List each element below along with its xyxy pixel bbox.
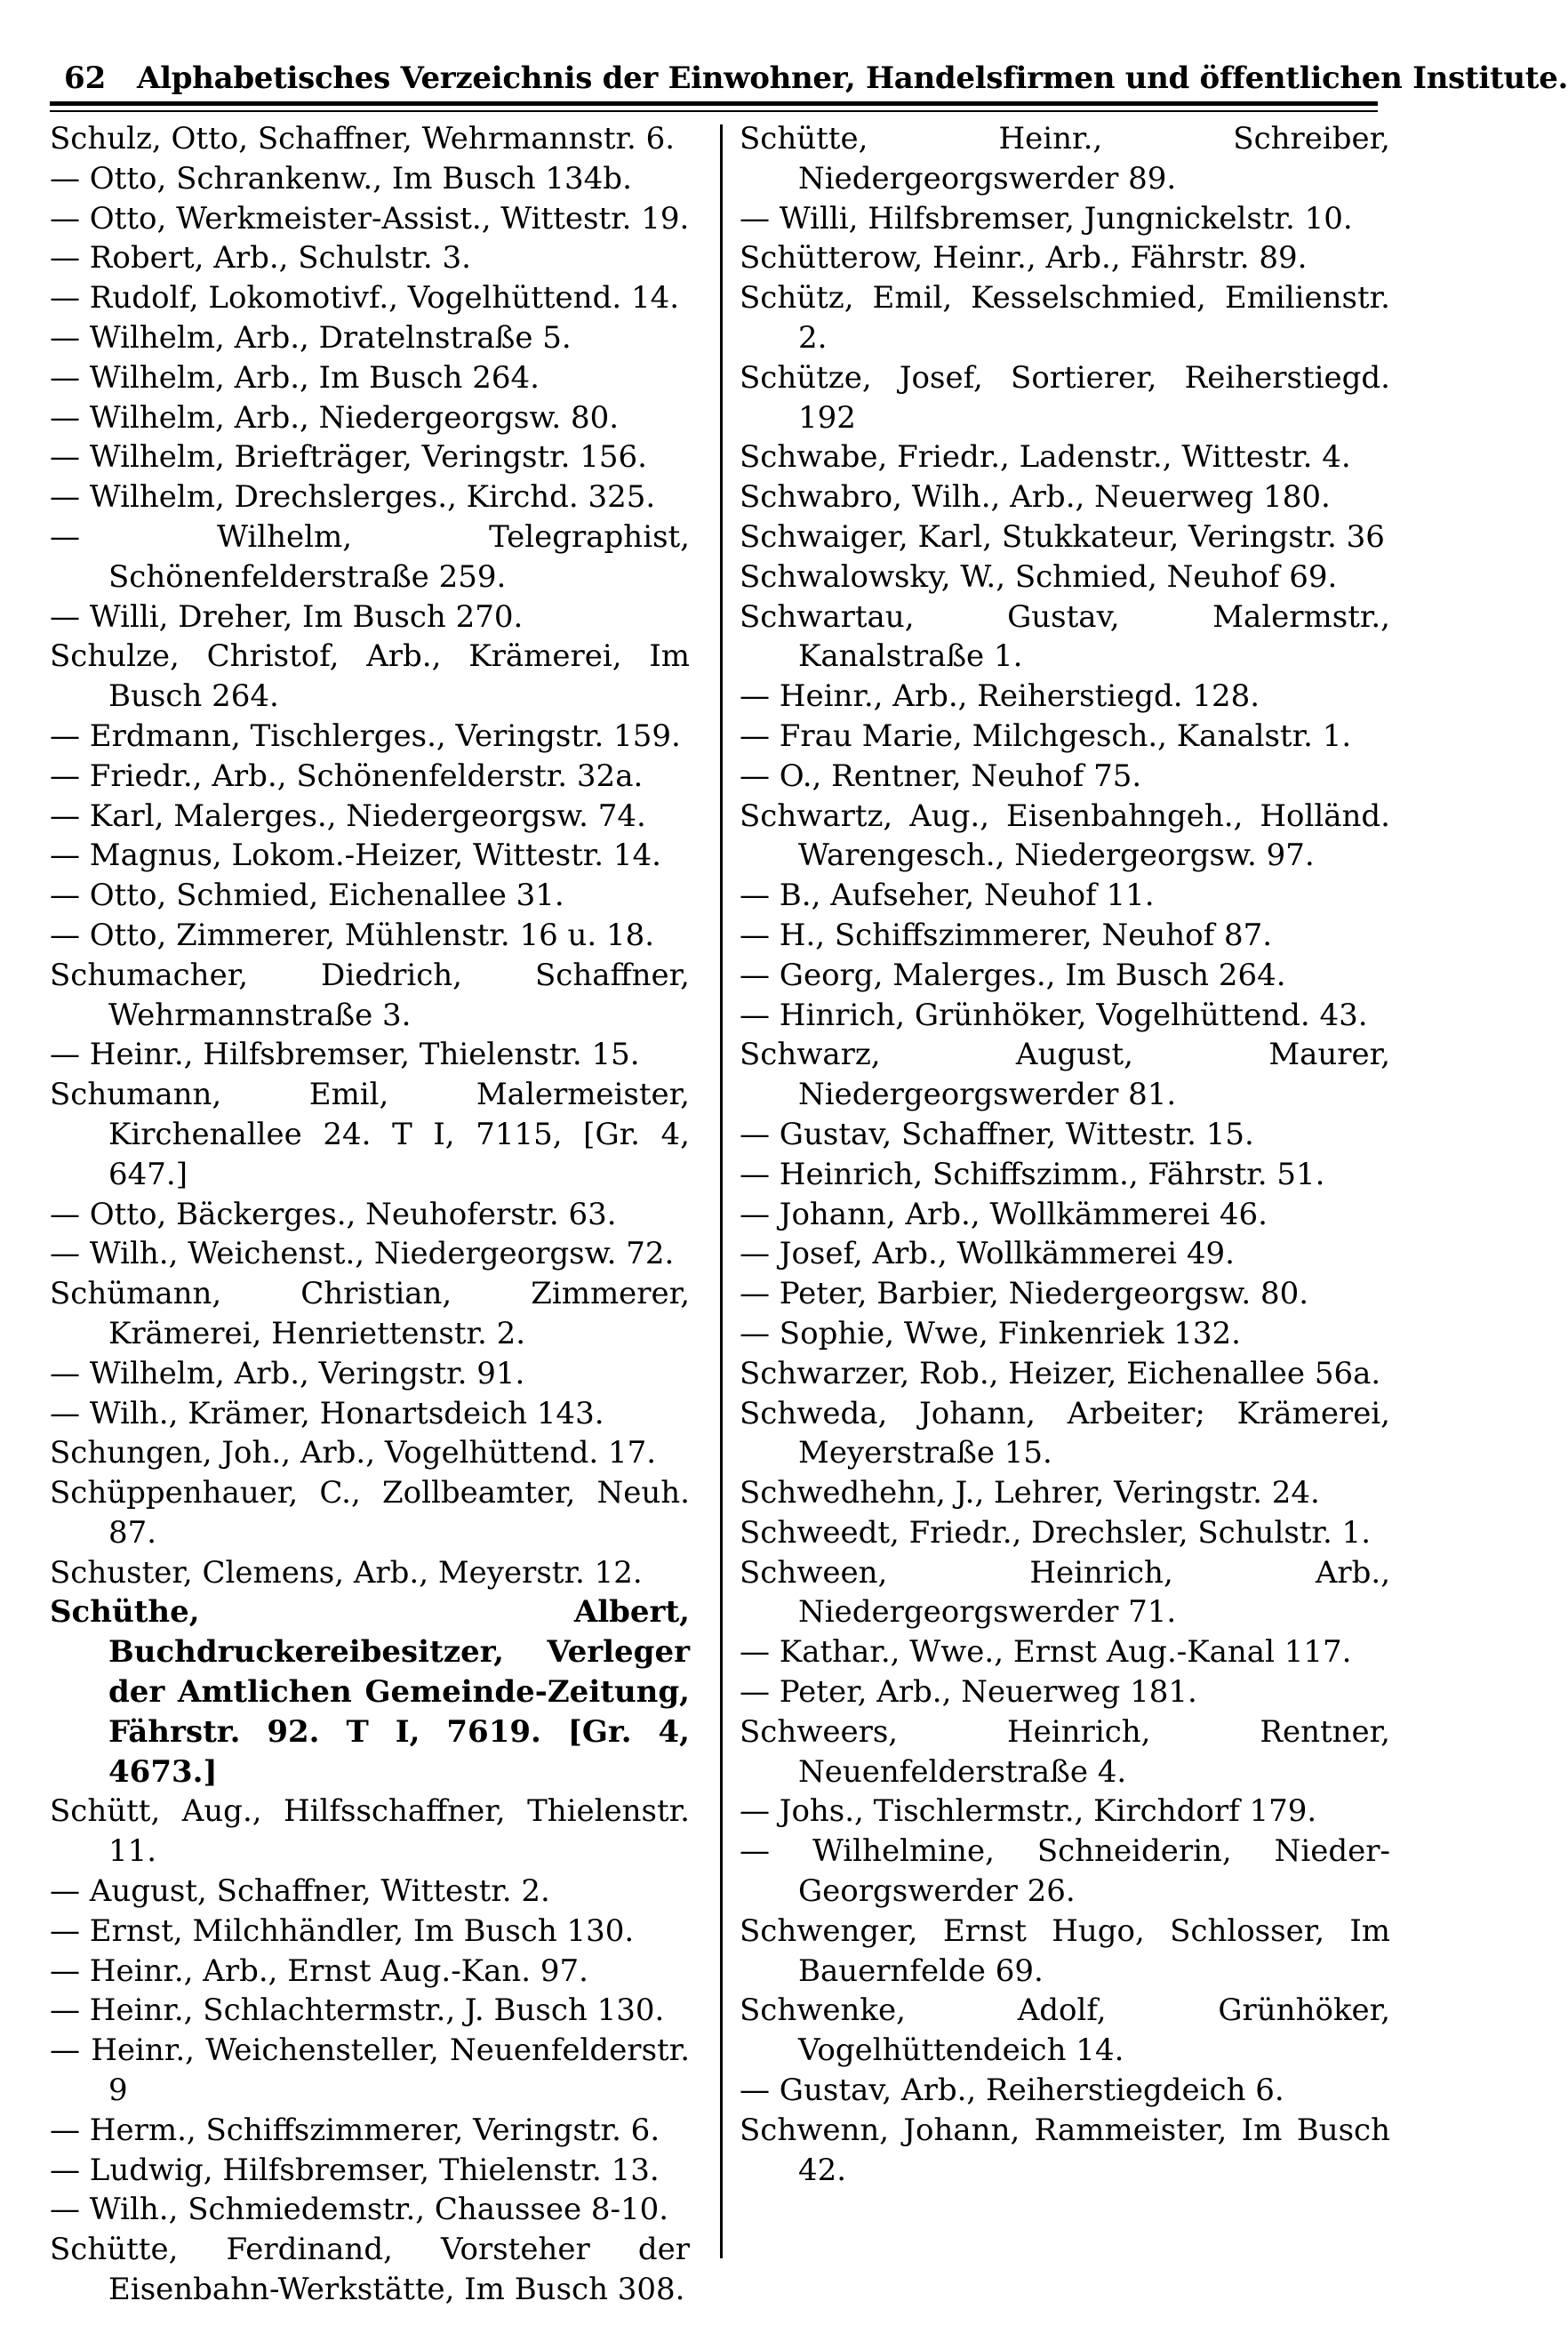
directory-entry: Schwenn, Johann, Rammeister, Im Busch 42.: [740, 2112, 1390, 2188]
directory-entry: — Heinr., Schlachtermstr., J. Busch 130.: [50, 1992, 665, 2029]
page-number: 62: [64, 60, 107, 96]
directory-entry: — Heinrich, Schiffszimm., Fährstr. 51.: [740, 1156, 1325, 1192]
directory-entry: Schungen, Joh., Arb., Vogelhüttend. 17.: [50, 1435, 657, 1471]
directory-entry: Schütte, Heinr., Schreiber, Niedergeorgswerder 89.: [740, 121, 1390, 196]
directory-entry: Schütz, Emil, Kesselschmied, Emilienstr. 2.: [740, 280, 1390, 356]
directory-entry: — Heinr., Arb., Ernst Aug.-Kan. 97.: [50, 1952, 588, 1989]
directory-entry: Schweedt, Friedr., Drechsler, Schulstr. 1.: [740, 1514, 1371, 1551]
directory-entry: Schwedhehn, J., Lehrer, Veringstr. 24.: [740, 1475, 1320, 1511]
directory-entry: — Karl, Malerges., Niedergeorgsw. 74.: [50, 798, 646, 834]
directory-entry: — Willi, Dreher, Im Busch 270.: [50, 598, 524, 635]
left-column: [50, 119, 690, 2310]
directory-entry: Schüthe, Albert, Buchdruckereibesitzer, Verleger der Amtlichen Gemeinde-Zeitung, Fährstr. 92. T I, 7619. [Gr. 4, 4673.]: [50, 1594, 690, 1790]
directory-entry: — Kathar., Wwe., Ernst Aug.-Kanal 117.: [740, 1634, 1352, 1671]
directory-entry: Schwaiger, Karl, Stukkateur, Veringstr. 36: [740, 518, 1385, 555]
directory-entry: — B., Aufseher, Neuhof 11.: [740, 878, 1155, 914]
header-rule: [50, 101, 1378, 106]
directory-entry: — Gustav, Arb., Reiherstiegdeich 6.: [740, 2072, 1284, 2109]
directory-entry: Schumacher, Diedrich, Schaffner, Wehrmannstraße 3.: [50, 957, 690, 1033]
directory-entry: — Wilhelm, Briefträger, Veringstr. 156.: [50, 439, 647, 476]
directory-entry: — Ludwig, Hilfsbremser, Thielenstr. 13.: [50, 2152, 660, 2188]
directory-entry: Schwabe, Friedr., Ladenstr., Wittestr. 4.: [740, 439, 1351, 476]
directory-entry: — Peter, Arb., Neuerweg 181.: [740, 1674, 1197, 1711]
directory-entry: — Wilhelm, Arb., Niedergeorgsw. 80.: [50, 399, 620, 436]
directory-entry: — August, Schaffner, Wittestr. 2.: [50, 1873, 550, 1910]
directory-entry: — Rudolf, Lokomotivf., Vogelhüttend. 14.: [50, 280, 680, 317]
directory-entry: Schween, Heinrich, Arb., Niedergeorgswerder 71.: [740, 1554, 1390, 1631]
directory-entry: — H., Schiffszimmerer, Neuhof 87.: [740, 917, 1273, 953]
directory-entry: Schümann, Christian, Zimmerer, Krämerei, Henriettenstr. 2.: [50, 1276, 690, 1351]
directory-entry: Schütze, Josef, Sortierer, Reiherstiegd. 192: [740, 359, 1390, 436]
directory-entry: Schweda, Johann, Arbeiter; Krämerei, Meyerstraße 15.: [740, 1395, 1390, 1471]
directory-entry: Schwarzer, Rob., Heizer, Eichenallee 56a.: [740, 1355, 1381, 1391]
directory-entry: Schütterow, Heinr., Arb., Fährstr. 89.: [740, 240, 1308, 277]
directory-entry: — Sophie, Wwe, Finkenriek 132.: [740, 1315, 1241, 1351]
directory-entry: Schwenke, Adolf, Grünhöker, Vogelhüttendeich 14.: [740, 1992, 1390, 2069]
directory-entry: — Wilh., Schmiedemstr., Chaussee 8-10.: [50, 2192, 669, 2228]
page-header: [50, 53, 1568, 98]
directory-entry: — Frau Marie, Milchgesch., Kanalstr. 1.: [740, 718, 1352, 754]
directory-entry: — Johann, Arb., Wollkämmerei 46.: [740, 1196, 1268, 1232]
column-divider: [720, 124, 723, 2258]
directory-entry: — Wilhelmine, Schneiderin, Nieder-Georgswerder 26.: [740, 1833, 1390, 1910]
directory-entry: — Wilhelm, Arb., Dratelnstraße 5.: [50, 319, 572, 356]
directory-entry: — Wilhelm, Drechslerges., Kirchd. 325.: [50, 479, 656, 516]
directory-entry: — Otto, Bäckerges., Neuhoferstr. 63.: [50, 1196, 617, 1232]
directory-entry: — Ernst, Milchhändler, Im Busch 130.: [50, 1912, 635, 1949]
directory-entry: Schwarz, August, Maurer, Niedergeorgswerder 81.: [740, 1037, 1390, 1113]
directory-entry: Schuster, Clemens, Arb., Meyerstr. 12.: [50, 1554, 643, 1591]
directory-entry: — Wilh., Krämer, Honartsdeich 143.: [50, 1395, 604, 1431]
directory-entry: — Wilhelm, Telegraphist, Schönenfelderstraße 259.: [50, 518, 690, 595]
directory-entry: — Heinr., Hilfsbremser, Thielenstr. 15.: [50, 1037, 640, 1073]
directory-entry: — Otto, Zimmerer, Mühlenstr. 16 u. 18.: [50, 917, 655, 953]
directory-entry: — Magnus, Lokom.-Heizer, Wittestr. 14.: [50, 838, 661, 874]
directory-entry: — Heinr., Weichensteller, Neuenfelderstr. 9: [50, 2032, 690, 2109]
directory-entry: — Wilhelm, Arb., Veringstr. 91.: [50, 1355, 525, 1391]
directory-entry: — Erdmann, Tischlerges., Veringstr. 159.: [50, 718, 681, 754]
directory-entry: — Wilhelm, Arb., Im Busch 264.: [50, 359, 540, 396]
directory-entry: Schweers, Heinrich, Rentner, Neuenfelderstraße 4.: [740, 1713, 1390, 1790]
header-rule-thin: [50, 110, 1378, 112]
directory-entry: — Willi, Hilfsbremser, Jungnickelstr. 10.: [740, 200, 1353, 237]
directory-entry: — O., Rentner, Neuhof 75.: [740, 758, 1142, 794]
directory-entry: Schüppenhauer, C., Zollbeamter, Neuh. 87.: [50, 1475, 690, 1551]
directory-entry: — Otto, Werkmeister-Assist., Wittestr. 19.: [50, 200, 690, 237]
directory-entry: — Gustav, Schaffner, Wittestr. 15.: [740, 1116, 1254, 1152]
directory-entry: Schütte, Ferdinand, Vorsteher der Eisenbahn-Werkstätte, Im Busch 308.: [50, 2232, 690, 2308]
directory-entry: — Josef, Arb., Wollkämmerei 49.: [740, 1236, 1235, 1272]
directory-entry: Schwenger, Ernst Hugo, Schlosser, Im Bauernfelde 69.: [740, 1912, 1390, 1989]
directory-entry: Schütt, Aug., Hilfsschaffner, Thielenstr. 11.: [50, 1793, 690, 1870]
directory-entry: — Wilh., Weichenst., Niedergeorgsw. 72.: [50, 1236, 675, 1272]
directory-entry: — Peter, Barbier, Niedergeorgsw. 80.: [740, 1276, 1309, 1312]
directory-entry: Schwartau, Gustav, Malermstr., Kanalstraße 1.: [740, 598, 1390, 675]
directory-entry: — Hinrich, Grünhöker, Vogelhüttend. 43.: [740, 997, 1368, 1033]
directory-entry: Schumann, Emil, Malermeister, Kirchenallee 24. T I, 7115, [Gr. 4, 647.]: [50, 1077, 690, 1192]
directory-entry: Schwartz, Aug., Eisenbahngeh., Holländ. Warengesch., Niedergeorgsw. 97.: [740, 798, 1390, 874]
directory-entry: Schwabro, Wilh., Arb., Neuerweg 180.: [740, 479, 1331, 516]
directory-entry: — Johs., Tischlermstr., Kirchdorf 179.: [740, 1793, 1317, 1830]
directory-entry: Schwalowsky, W., Schmied, Neuhof 69.: [740, 558, 1338, 595]
right-column: [740, 119, 1390, 2190]
directory-entry: Schulze, Christof, Arb., Krämerei, Im Busch 264.: [50, 638, 690, 715]
directory-entry: — Friedr., Arb., Schönenfelderstr. 32a.: [50, 758, 644, 794]
directory-entry: — Otto, Schrankenw., Im Busch 134b.: [50, 160, 632, 196]
directory-entry: Schulz, Otto, Schaffner, Wehrmannstr. 6.: [50, 121, 676, 156]
directory-entry: — Herm., Schiffszimmerer, Veringstr. 6.: [50, 2112, 660, 2148]
directory-entry: — Georg, Malerges., Im Busch 264.: [740, 957, 1286, 993]
directory-entry: — Otto, Schmied, Eichenallee 31.: [50, 878, 564, 914]
running-title: Alphabetisches Verzeichnis der Einwohner, Handelsfirmen und öffentlichen Institute.: [137, 60, 1568, 96]
directory-entry: — Heinr., Arb., Reiherstiegd. 128.: [740, 678, 1260, 715]
directory-entry: — Robert, Arb., Schulstr. 3.: [50, 240, 471, 277]
